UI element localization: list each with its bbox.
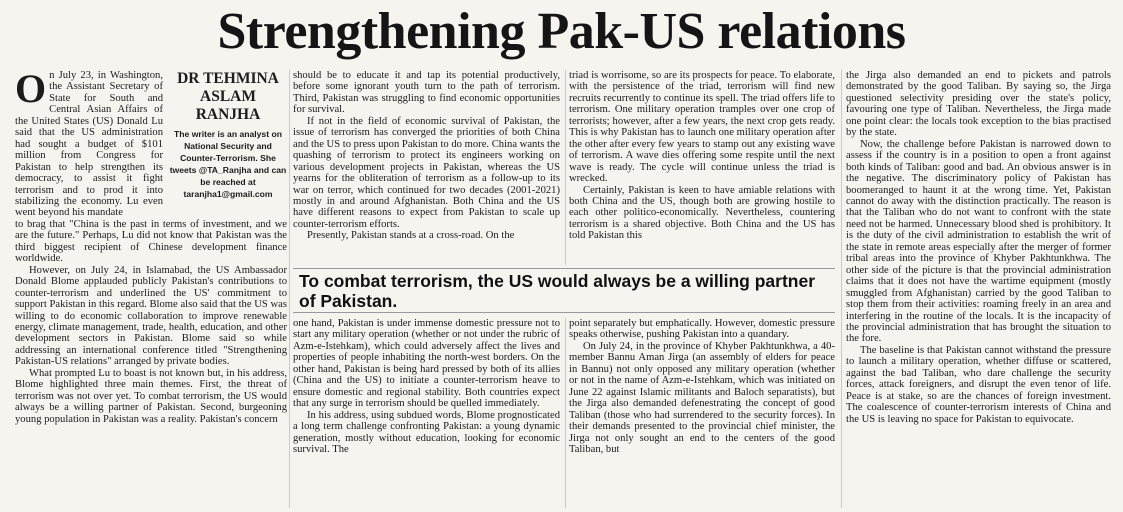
article-column-3-lower [569, 318, 835, 508]
paragraph: point separately but emphatically. However, domestic pressure speaks otherwise, pushing Pakistan into a quandary. [569, 318, 835, 341]
lead-text: n July 23, in Washington, the Assistant Secretary of State for South and Central Asian Affairs of the United States (US) Donald Lu said that the US administration had sought a budget of $101 million from Congress for Pakistan to help strengthen its democracy, to assist it fight terrorism and to prod it into stabilizing the economy. Lu even went beyond his mandate [15, 70, 163, 219]
paragraph: to brag that "China is the past in terms of investment, and we are the future." Perhaps, Lu did not know that Pakistan was the third biggest recipient of Chinese development finance worldwide. [15, 218, 287, 265]
article-column-2-lower [293, 318, 560, 508]
paragraph: the Jirga also demanded an end to pickets and patrols demonstrated by the good Taliban. By saying so, the Jirga questioned selectivity presiding over the state's policy, favouring one type of Taliban. Nevertheless, the Jirga made one point clear: the locals took exception to the bias practised by the state. [846, 70, 1111, 139]
article-column-2 [293, 70, 560, 265]
headline: Strengthening Pak-US relations [217, 3, 906, 60]
author-bio: The writer is an analyst on National Security and Counter-Terrorism. She tweets @TA_Ranjha and can be reached at taranjha1@gmail.com [169, 129, 287, 199]
paragraph: The baseline is that Pakistan cannot withstand the pressure to launch a military operation, whether diffuse or scattered, against the bad Taliban, who dare challenge the security forces, attack foreigners, and disrupt the even tenor of life. Peace is at stake, so are the chances of foreign investment. The coalescence of counter-terrorism interests of China and the US is leaving no space for Pakistan to equivocate. [846, 344, 1111, 425]
author-name: DR TEHMINA ASLAM RANJHA [177, 70, 279, 123]
column-rule [565, 318, 566, 508]
paragraph: one hand, Pakistan is under immense domestic pressure not to start any military operation (whether or not under the rubric of Azm-e-Istehkam), which could adversely affect the lives and properties of people inhabiting the north-west borders. On the other hand, Pakistan is being hard pressed by both of its allies (China and the US) to initiate a counter-terrorism heave to ensure domestic and regional stability. Both countries expect that any surge in terrorism should be quelled immediately. [293, 318, 560, 410]
article-column-4 [846, 70, 1111, 508]
paragraph: Now, the challenge before Pakistan is narrowed down to assess if the country is in a position to open a front against both kinds of Taliban: good and bad. An obvious answer is in the negative. The discriminatory policy of Pakistan has boomeranged to haunt it at the wrong time. Yet, Pakistan cannot do away with the distinction practically. The reason is that the Taliban who do not want to confront with the state need not be harmed. Unnecessary blood shed is prohibitory. It is the duty of the civil administration to establish the writ of the state in remote areas especially after the merger of former tribal areas into the province of Khyber Pakhtunkhwa. The other side of the picture is that the provincial administration claims that it does not have the wartime equipment (mostly smuggled from Afghanistan) carried by the good Taliban to stop them from their activities: roaming freely in an area and interfering in the routine of the locals. It is the incapacity of the provincial administration that has brought the situation to the fore. [846, 138, 1111, 345]
column-rule [289, 70, 290, 508]
article-column-1 [15, 70, 287, 508]
paragraph: If not in the field of economic survival of Pakistan, the issue of terrorism has converged the priorities of both China and the US to press upon Pakistan to do more. China wants the quashing of terrorism to protect its engineers working on various development projects in Pakistan, whereas the US yearns for the obliteration of terrorism as a follow-up to its war on terror, which continued for two decades (2001-2021) mostly in and around Afghanistan. Both China and the US have different reasons to expect from Pakistan to scale up counter-terrorism efforts. [293, 115, 560, 230]
paragraph: What prompted Lu to boast is not known but, in his address, Blome highlighted three main themes. First, the threat of terrorism was not over yet. To combat terrorism, the US would always be a willing partner of Pakistan. Second, burgeoning young population in Pakistan was a reality. Pakistan's concern [15, 367, 287, 425]
pull-quote: To combat terrorism, the US would always be a willing partner of Pakistan. [293, 268, 835, 313]
column-rule [841, 70, 842, 508]
article-column-3 [569, 70, 835, 265]
author-box [169, 70, 287, 219]
paragraph: On July 24, in the province of Khyber Pakhtunkhwa, a 40-member Bannu Aman Jirga (an assembly of elders for peace in Bannu) not only opposed any military operation (whether or not in the name of Azm-e-Istehkam, which was initiated on June 22 against Islamic militants and Baloch separatists), but the Jirga also demanded defenestrating the concept of good Taliban (those who had surrendered to the security forces). In their demands presented to the provincial chief minister, the Jirga not only sought an end to the centers of the good Taliban, but [569, 340, 835, 455]
paragraph: Presently, Pakistan stands at a cross-road. On the [307, 230, 515, 242]
lead-paragraph [15, 70, 163, 219]
paragraph: In his address, using subdued words, Blome prognosticated a long term challenge confronting Pakistan: a young dynamic generation, mostly without education, looking for economic survival. The [293, 409, 560, 455]
drop-cap: O [15, 70, 47, 111]
column-rule [565, 70, 566, 265]
paragraph: Certainly, Pakistan is keen to have amiable relations with both China and the US, though both are growing hostile to each other politico-economically. Nevertheless, countering terrorism is a shared objective. Both China and the US has told Pakistan this [569, 184, 835, 242]
paragraph: However, on July 24, in Islamabad, the US Ambassador Donald Blome applauded publicly Pakistan's contributions to counter-terrorism and underlined the US' commitment to support Pakistan in this regard. Blome also said that the US was willing to do economic collaboration to improve renewable energy, climate management, trade, health, education, and other development sectors in Pakistan. Blome said so while addressing an international conference titled "Strengthening Pakistan-US relations" arranged by private bodies. [15, 264, 287, 368]
paragraph: triad is worrisome, so are its prospects for peace. To elaborate, with the persistence of the triad, terrorism will find new recruits recurrently to continue its spell. The triad offers life to terrorism. One military operation tramples over one crop of terrorists; however, after a few years, the next crop gets ready. This is why Pakistan has to launch one military operation after the other after every few years to stamp out any existing wave of terrorism. A wave dies offering some respite until the next wave is ready. The cycle will continue unless the triad is wrecked. [569, 70, 835, 185]
paragraph: should be to educate it and tap its potential productively, before some ignorant youth turn to the path of terrorism. Third, Pakistan was struggling to find economic opportunities for survival. [293, 70, 560, 116]
